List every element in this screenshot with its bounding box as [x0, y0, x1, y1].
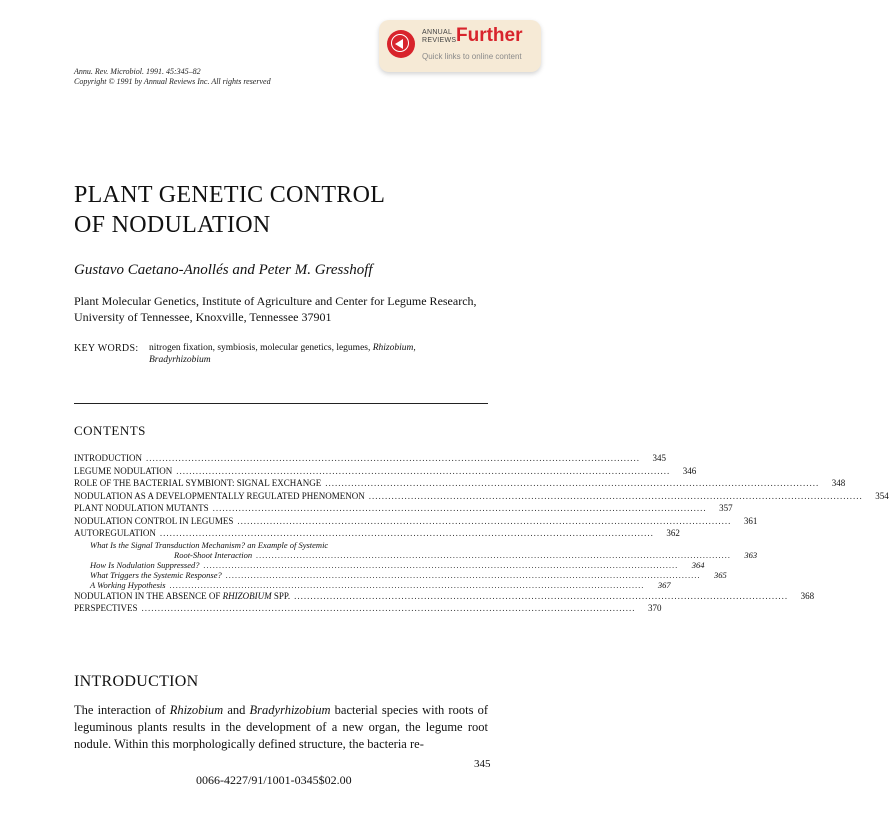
toc-entry-page: 348: [831, 478, 846, 488]
section-divider: [74, 403, 488, 404]
toc-label-pre: NODULATION IN THE ABSENCE OF: [74, 590, 223, 601]
toc-entry-page: 346: [682, 465, 697, 476]
toc-entry-page: 361: [743, 515, 758, 526]
toc-leader-dots: ........................................................................................................................................................: [169, 579, 645, 590]
toc-subentry[interactable]: [74, 569, 727, 580]
toc-entry[interactable]: [74, 515, 758, 528]
citation: [74, 67, 271, 87]
para-text-2: and: [223, 703, 250, 717]
toc-entry-label: PLANT NODULATION MUTANTS: [74, 503, 209, 513]
badge-reviews: REVIEWS: [422, 37, 457, 44]
authors: Gustavo Caetano-Anollés and Peter M. Gresshoff: [74, 262, 373, 278]
toc-entry-page: 345: [652, 453, 666, 463]
toc-entry-label: What Is the Signal Transduction Mechanism? an Example of Systemic: [90, 539, 329, 550]
toc-label-post: SPP.: [271, 590, 291, 601]
badge-annual-reviews-label: [422, 29, 456, 45]
toc-entry[interactable]: [74, 490, 889, 503]
toc-entry[interactable]: [74, 502, 733, 515]
toc-leader-dots: ........................................................................................................................................................: [294, 590, 789, 601]
toc-subentry[interactable]: [74, 579, 671, 590]
toc-entry-page: 367: [657, 579, 671, 590]
keywords-label: KEY WORDS:: [74, 343, 139, 354]
toc-subentry[interactable]: [74, 549, 758, 560]
body-paragraph: [74, 702, 488, 753]
toc-label-italic: RHIZOBIUM: [222, 590, 272, 601]
toc-leader-dots: ........................................................................................................................................................: [212, 503, 707, 513]
toc-entry-page: 368: [800, 590, 815, 601]
badge-further: Further: [456, 25, 523, 46]
annual-reviews-further-badge[interactable]: [379, 20, 541, 72]
affiliation: Plant Molecular Genetics, Institute of Agriculture and Center for Legume Research, University of Tennessee, Knoxville, Tennessee 37901: [74, 294, 477, 324]
article-code: 0066-4227/91/1001-0345$02.00: [196, 773, 352, 787]
article-title: [74, 180, 385, 240]
toc-entry-page: 365: [713, 569, 727, 580]
toc-leader-dots: ........................................................................................................................................................: [368, 490, 863, 501]
toc-entry-page: 364: [691, 559, 705, 570]
toc-entry-page: 362: [666, 528, 680, 538]
toc-leader-dots: ........................................................................................................................................................: [325, 478, 820, 488]
toc-entry-label: How Is Nodulation Suppressed?: [90, 559, 200, 570]
toc-entry[interactable]: [74, 477, 846, 490]
toc-entry[interactable]: [74, 465, 697, 478]
contents-heading: CONTENTS: [74, 423, 146, 438]
toc-entry-label: NODULATION AS A DEVELOPMENTALLY REGULATED PHENOMENON: [74, 490, 365, 501]
para-bradyrhizobium: Bradyrhizobium: [249, 703, 331, 717]
badge-annual: ANNUAL: [422, 29, 453, 36]
para-text-3: bacterial species with roots of leguminous plants results in the development of a new organ, the legume root nodule. Within this morphologically defined structure, the bacteria re-: [74, 703, 488, 751]
toc-leader-dots: ........................................................................................................................................................: [141, 603, 636, 613]
toc-leader-dots: ........................................................................................................................................................: [225, 569, 701, 580]
toc-entry-page: 357: [719, 503, 733, 513]
keywords-plain: nitrogen fixation, symbiosis, molecular genetics, legumes,: [149, 343, 373, 353]
toc-leader-dots: ........................................................................................................................................................: [256, 549, 732, 560]
toc-entry-label: What Triggers the Systemic Response?: [90, 569, 222, 580]
page-number: 345: [474, 758, 491, 770]
keywords-comma: ,: [413, 343, 416, 353]
toc-subentry[interactable]: [74, 540, 488, 550]
citation-line-2: Copyright © 1991 by Annual Reviews Inc. All rights reserved: [74, 77, 271, 86]
para-rhizobium: Rhizobium: [169, 703, 224, 717]
toc-leader-dots: ........................................................................................................................................................: [176, 465, 671, 476]
toc-leader-dots: ........................................................................................................................................................: [159, 528, 654, 538]
citation-line-1: Annu. Rev. Microbiol. 1991. 45:345–82: [74, 67, 201, 76]
keyword-bradyrhizobium: Bradyrhizobium: [149, 355, 211, 365]
title-line-2: OF NODULATION: [74, 212, 271, 238]
toc-entry-label: INTRODUCTION: [74, 453, 142, 463]
toc-leader-dots: ........................................................................................................................................................: [237, 515, 732, 526]
para-text-1: The interaction of: [74, 703, 170, 717]
toc-leader-dots: ........................................................................................................................................................: [203, 559, 679, 570]
toc-leader-dots: ........................................................................................................................................................: [146, 453, 640, 463]
toc-entry-label: NODULATION CONTROL IN LEGUMES: [74, 515, 234, 526]
toc-entry-page: 370: [648, 603, 662, 613]
keywords-text: [149, 342, 494, 366]
badge-subtitle: Quick links to online content: [422, 52, 522, 61]
toc-entry-label: Root-Shoot Interaction: [174, 549, 253, 560]
toc-entry-page: 363: [744, 549, 758, 560]
toc-entry[interactable]: [74, 602, 662, 615]
toc-entry-label: ROLE OF THE BACTERIAL SYMBIONT: SIGNAL EXCHANGE: [74, 478, 322, 488]
toc-entry[interactable]: [74, 590, 815, 603]
keyword-rhizobium: Rhizobium: [372, 343, 414, 353]
toc-entry[interactable]: [74, 452, 666, 465]
back-arrow-icon: [387, 30, 415, 58]
toc-entry-label: LEGUME NODULATION: [74, 465, 173, 476]
toc-subentry[interactable]: [74, 559, 705, 570]
toc-entry-label: [74, 590, 290, 603]
section-heading: INTRODUCTION: [74, 673, 199, 690]
toc-entry-page: 354: [875, 490, 889, 501]
toc-entry-label: PERSPECTIVES: [74, 603, 138, 613]
toc-entry-label: A Working Hypothesis: [90, 579, 166, 590]
toc-entry[interactable]: [74, 527, 680, 540]
table-of-contents: [74, 452, 889, 615]
toc-entry-label: AUTOREGULATION: [74, 528, 156, 538]
title-line-1: PLANT GENETIC CONTROL: [74, 182, 386, 208]
